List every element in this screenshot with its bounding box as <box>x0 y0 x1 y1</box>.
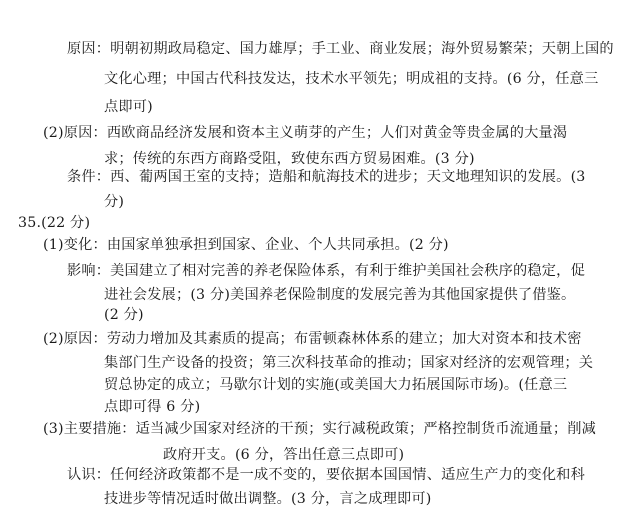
answer-line: (1)变化：由国家单独承担到国家、企业、个人共同承担。(2 分) <box>43 237 449 253</box>
answer-line: (2)原因：劳动力增加及其素质的提高；布雷顿森林体系的建立；加大对资本和技术密 <box>43 331 582 347</box>
answer-line: (2)原因：西欧商品经济发展和资本主义萌芽的产生；人们对黄金等贵金属的大量渴 <box>43 125 568 141</box>
answer-line: 进社会发展；(3 分)美国养老保险制度的发展完善为其他国家提供了借鉴。 <box>104 287 576 303</box>
answer-line: (3)主要措施：适当减少国家对经济的干预；实行减税政策；严格控制货币流通量；削减 <box>43 421 597 437</box>
answer-line: 点即可得 6 分) <box>104 399 201 415</box>
answer-line: 集部门生产设备的投资；第三次科技革命的推动；国家对经济的宏观管理；关 <box>104 355 594 371</box>
question-number: 35.(22 分) <box>18 215 91 231</box>
answer-line: (2 分) <box>104 307 144 323</box>
answer-line: 求；传统的东西方商路受阻，致使东西方贸易困难。(3 分) <box>104 151 475 167</box>
answer-line: 点即可) <box>104 99 153 115</box>
answer-line: 分) <box>104 194 125 210</box>
answer-line: 政府开支。(6 分，答出任意三点即可) <box>163 447 405 463</box>
answer-line: 贸总协定的成立；马歇尔计划的实施(或美国大力拓展国际市场)。(任意三 <box>104 377 568 393</box>
answer-line: 技进步等情况适时做出调整。(3 分，言之成理即可) <box>104 491 432 507</box>
answer-line: 文化心理；中国古代科技发达，技术水平领先；明成祖的支持。(6 分，任意三 <box>104 71 599 87</box>
answer-line: 影响：美国建立了相对完善的养老保险体系，有利于维护美国社会秩序的稳定，促 <box>67 263 585 279</box>
answer-line: 条件：西、葡两国王室的支持；造船和航海技术的进步；天文地理知识的发展。(3 <box>67 169 586 185</box>
answer-line: 认识：任何经济政策都不是一成不变的，要依据本国国情、适应生产力的变化和科 <box>67 467 585 483</box>
answer-line: 原因：明朝初期政局稳定、国力雄厚；手工业、商业发展；海外贸易繁荣；天朝上国的 <box>67 41 614 57</box>
